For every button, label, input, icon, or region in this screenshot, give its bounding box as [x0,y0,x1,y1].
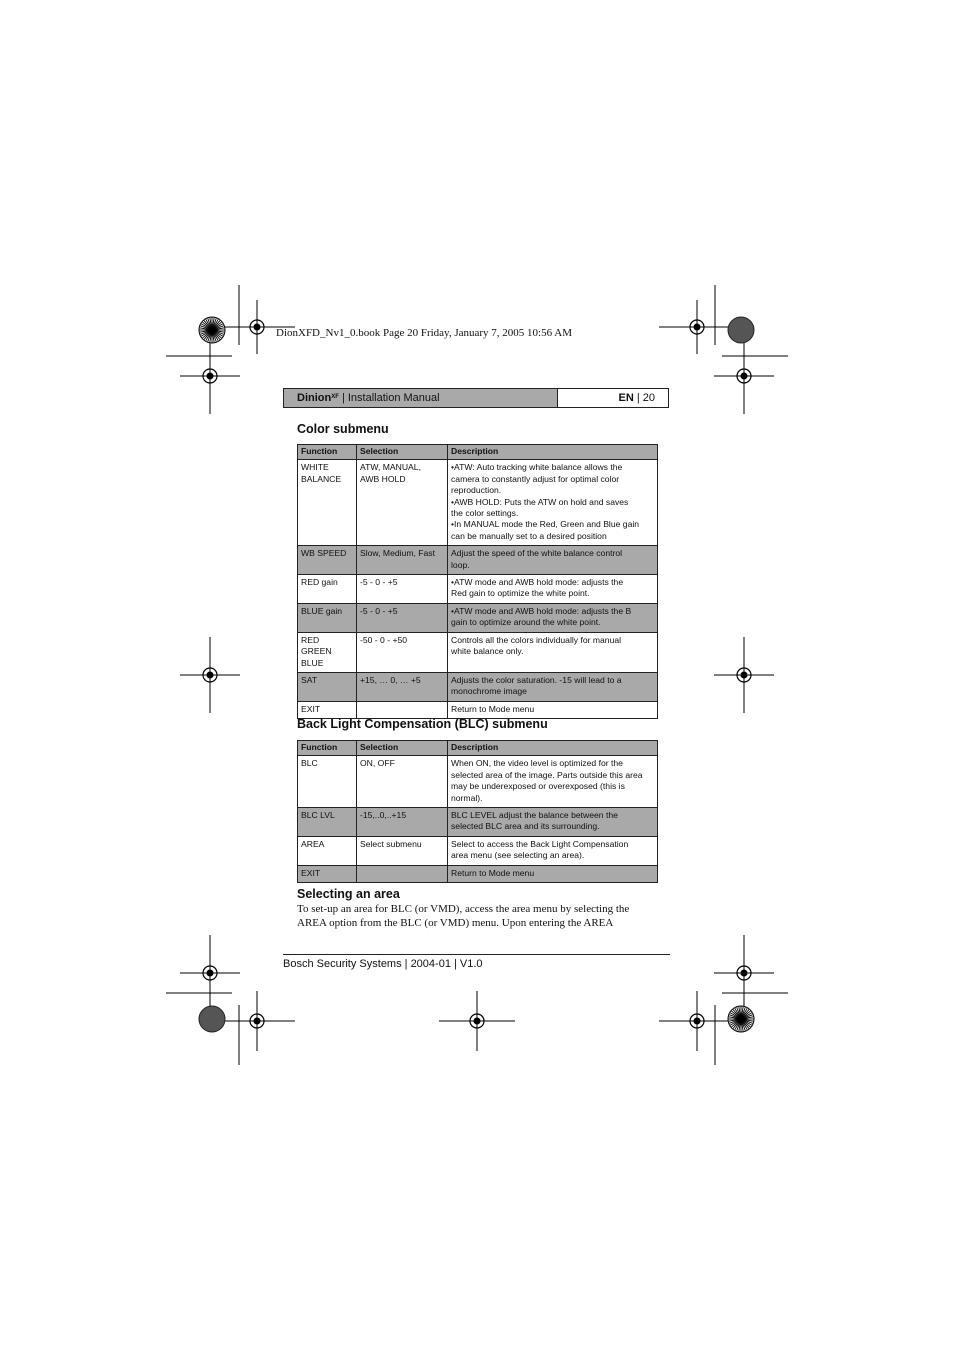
description-text [451,675,654,698]
header-page-block [557,389,668,407]
registration-target-dot [741,970,748,977]
cell-line: AREA [301,838,325,849]
function-cell [298,603,357,632]
running-header [283,388,669,408]
description-text [451,810,654,833]
table-row [298,701,658,718]
registration-target-dot [694,1018,701,1025]
selection-cell [357,756,448,808]
description-line: may be underexposed or overexposed (this is [451,781,625,792]
description-line: •AWB HOLD: Puts the ATW on hold and saves [451,496,629,507]
selection-cell [357,836,448,865]
function-cell [298,865,357,882]
column-header: Selection [357,445,448,460]
selection-cell [357,632,448,672]
header-brand: Dinion [297,392,332,404]
cell-line: Select submenu [360,838,422,849]
registration-target-dot [207,970,214,977]
table-row [298,460,658,546]
cell-line: -50 - 0 - +50 [360,634,408,645]
description-line: can be manually set to a desired position [451,530,607,541]
description-line: reproduction. [451,485,502,496]
cell-line: SAT [301,674,318,685]
table-row [298,603,658,632]
function-cell [298,632,357,672]
selection-cell [357,672,448,701]
print-slug-line: DionXFD_Nv1_0.book Page 20 Friday, January 7, 2005 10:56 AM [276,327,572,339]
density-patch-icon [728,317,754,343]
blc-submenu-heading: Back Light Compensation (BLC) submenu [297,717,548,731]
bullet-item [451,497,654,520]
density-patch-icon [199,1006,225,1032]
description-text [451,758,654,804]
description-cell [448,865,658,882]
description-cell [448,808,658,837]
color-submenu-table [297,444,658,719]
description-line: BLC LEVEL adjust the balance between the [451,810,618,821]
column-header: Function [298,741,357,756]
paragraph-line: AREA option from the BLC (or VMD) menu. Upon entering the AREA [297,917,614,929]
cell-line: EXIT [301,867,321,878]
header-page-number: 20 [642,392,655,404]
description-cell [448,836,658,865]
paragraph-line: To set-up an area for BLC (or VMD), access the area menu by selecting the [297,903,630,915]
description-cell [448,575,658,604]
cell-line: Slow, Medium, Fast [360,548,435,559]
cell-line: WB SPEED [301,548,347,559]
cell-line: RED [301,634,320,645]
bullet-item [451,462,654,496]
table-row [298,836,658,865]
cell-line: BLC [301,758,318,769]
description-line: •ATW mode and AWB hold mode: adjusts the [451,577,624,588]
description-line: When ON, the video level is optimized for the [451,758,623,769]
header-separator: | [341,392,345,404]
cell-line: BLUE [301,657,324,668]
description-line: Adjusts the color saturation. -15 will lead to a [451,674,622,685]
cell-line: RED gain [301,577,338,588]
function-cell [298,701,357,718]
cell-line: ON, OFF [360,758,395,769]
description-line: Red gain to optimize the white point. [451,588,590,599]
table-row [298,546,658,575]
function-cell [298,575,357,604]
selection-cell [357,460,448,546]
cell-line: AWB HOLD [360,473,406,484]
blc-submenu-table [297,740,658,883]
description-line: area menu (see selecting an area). [451,850,585,861]
function-cell [298,546,357,575]
column-header: Description [448,445,658,460]
column-header: Selection [357,741,448,756]
table-row [298,575,658,604]
description-line: Controls all the colors individually for manual [451,634,622,645]
description-line: white balance only. [451,646,524,657]
description-cell [448,701,658,718]
bullet-item [451,577,654,600]
page-footer: Bosch Security Systems | 2004-01 | V1.0 [283,958,483,970]
description-cell [448,756,658,808]
function-cell [298,836,357,865]
description-line: camera to constantly adjust for optimal color [451,473,620,484]
header-separator: | [636,392,640,404]
description-line: selected area of the image. Parts outside this area [451,769,643,780]
selection-cell [357,603,448,632]
selection-cell [357,546,448,575]
bullet-item [451,606,654,629]
description-line: gain to optimize around the white point. [451,617,601,628]
registration-target-dot [741,373,748,380]
description-cell [448,632,658,672]
cell-line: BALANCE [301,473,342,484]
cell-line: -5 - 0 - +5 [360,577,398,588]
description-line: Select to access the Back Light Compensation [451,838,629,849]
description-cell [448,672,658,701]
registration-target-dot [694,324,701,331]
description-line: •ATW mode and AWB hold mode: adjusts the B [451,605,632,616]
description-text [451,635,654,658]
selection-cell [357,575,448,604]
table-row [298,808,658,837]
description-line: •ATW: Auto tracking white balance allows the [451,462,623,473]
color-submenu-heading: Color submenu [297,422,389,436]
bullet-item [451,519,654,542]
cell-line: WHITE [301,462,329,473]
cell-line: BLC LVL [301,810,335,821]
header-title-block [284,389,557,407]
table-row [298,632,658,672]
description-text [451,839,654,862]
function-cell [298,672,357,701]
selection-cell [357,701,448,718]
description-line: Return to Mode menu [451,703,535,714]
cell-line: -15,..0,..+15 [360,810,407,821]
registration-target-dot [207,373,214,380]
cell-line: ATW, MANUAL, [360,462,421,473]
header-brand-sup: XF [331,394,339,400]
description-cell [448,603,658,632]
registration-target-dot [254,1018,261,1025]
function-cell [298,756,357,808]
cell-line: EXIT [301,703,321,714]
description-text [451,704,654,715]
selection-cell [357,865,448,882]
function-cell [298,808,357,837]
registration-target-dot [207,672,214,679]
table-row [298,865,658,882]
footer-rule [283,954,670,955]
description-text [451,548,654,571]
registration-target-dot [254,324,261,331]
cell-line: GREEN [301,646,332,657]
cell-line: -5 - 0 - +5 [360,605,398,616]
description-line: monochrome image [451,686,527,697]
description-line: Adjust the speed of the white balance control [451,548,623,559]
description-cell [448,460,658,546]
column-header: Function [298,445,357,460]
table-row [298,756,658,808]
description-line: •In MANUAL mode the Red, Green and Blue gain [451,519,640,530]
column-header: Description [448,741,658,756]
cell-line: BLUE gain [301,605,343,616]
table-row [298,672,658,701]
selecting-area-heading: Selecting an area [297,887,400,901]
registration-target-dot [741,672,748,679]
table-header-row [298,741,658,756]
description-line: normal). [451,792,483,803]
header-language: EN [618,392,634,404]
description-line: Return to Mode menu [451,867,535,878]
registration-target-dot [474,1018,481,1025]
description-line: loop. [451,559,470,570]
description-text [451,868,654,879]
cell-line: +15, … 0, … +5 [360,674,421,685]
table-header-row [298,445,658,460]
description-cell [448,546,658,575]
header-doc-title: Installation Manual [347,392,440,404]
description-line: selected BLC area and its surrounding. [451,821,600,832]
function-cell [298,460,357,546]
description-line: the color settings. [451,508,519,519]
selecting-area-paragraph [297,902,657,930]
selection-cell [357,808,448,837]
